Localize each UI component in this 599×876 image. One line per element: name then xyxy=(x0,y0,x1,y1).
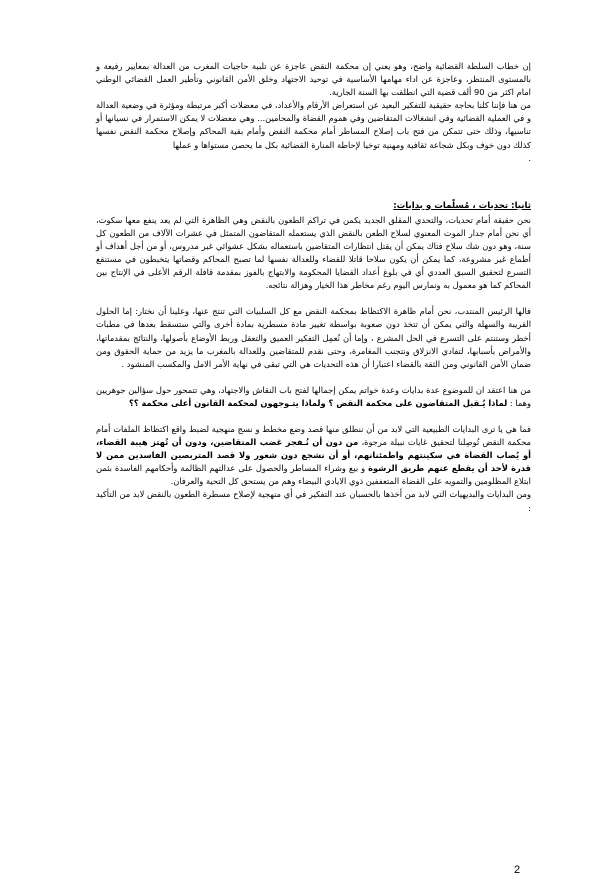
intro-paragraph-1: إن خطاب السلطة القضائية واضح، وهو يعني إن محكمة النقض عاجزة عن تلبية حاجيات المغرب من العدالة بمعايير رفيعة و بالمستوى المنتظر، وعاجزة عن اداء مهامها الأساسية في توحيد الاجتهاد وخلق الأمن القانوني وتأطير العمل القضائي الوطني امام اكثر من 90 ألف قضية التي انطلقت بها السنة الجارية. xyxy=(96,61,531,98)
section-paragraph-2: فالها الرئيس المنتدب، نحن أمام ظاهرة الاكتظاظ بمحكمة النقض مع كل السلبيات التي تنتج عنها، وعلينا أن نختار: إما الحلول القريبة والسهلة والتي يمكن أن تتخذ دون صعوبة بواسطة تغيير مادة مسطرية بمادة أخرى والتي ستسقط بعدها في مطبات أخطر وستنتم على التسرع في الحل المشرع ، وإما أن نُعمِل التفكير العميق والتعقل وربط الأوضاع بأصولها، والنتائج بمقدماتها، والأمراض بأسبابها، لتفادي الانزلاق ونتجنب المغامرة، وحتى نقدم للمتقاضين وللعدالة بالمغرب ما يزيد من حماية الحقوق ومن ضمان الأمن القانوني ومن الثقة بالقضاء اعتبارا أن هذه التحديات هي التي تبقى في نهاية الأمر الامل والمكسب المنشود . xyxy=(96,306,531,369)
paragraph-4-emphasis: من دون أن نُـفجر غضب المتقاضين، ودون أن تُهتز هيبة القضاء، أو يُصاب القضاة في سكينتهم واطمئنانهم، أو أن نشجع دون شعور ولا قصد المتربصين الفاسدين ممن لا قدرة لأحد أن يقطع عنهم طريق الرشوة xyxy=(96,437,531,474)
section-paragraph-4 xyxy=(96,423,531,488)
section-paragraph-5: ومن البدايات والبديهيات التي لابد من أخذها بالحسبان عند التفكير في أي منهجية لإصلاح مسطرة الطعون بالنقض لابد من التأكيد : xyxy=(96,489,531,513)
document-page xyxy=(96,60,531,515)
paragraph-4-end: و بيع وشراء المساطر والحصول على عدالتهم الظالمة وأحكامهم الفاسدة بثمن ابتلاع المظلومين والتمويه على القضاة المتعففين ذوي الايادي البيضاء وهم من يستحق كل التحية والعرفان. xyxy=(96,463,531,487)
page-number: 2 xyxy=(514,864,521,876)
section-paragraph-3 xyxy=(96,384,531,410)
questions-intro: من هنا اعتقد ان للموضوع عدة بدايات وعدة خواتم يمكن إجمالها لفتح باب النقاش والاجتهاد، وهي تتمحور حول سؤالين جوهريين وهما : xyxy=(96,384,531,408)
section-paragraph-1: نحن حقيقة أمام تحديات، والتحدي المقلق الجديد يكمن في تراكم الطعون بالنقض وهي الظاهرة التي لم يعد ينفع معها سكوت، أي نحن أمام جدار الموت المعنوي لسلاح الطعن بالنقض الذي يستعمله المتقاضون المتمثل في عشرات الآلاف من الطعون كل سنة، وهو دون شك سلاح فتاك يمكن أن يقتل انتظارات المتقاضين باستعماله بشكل عشوائي غير مدروس، أو من أجل أهداف أو أطماع غير مشروعة، كما يمكن أن يكون سلاحا قاتلا للقضاء وللعدالة نفسها لما تصبح المحاكم وقضاتها يتخبطون في مستنقع التسرع لتحقيق السبق العددي أي في بلوغ أعداد القضايا المحكومة والابتهاج بالفوز بمقدمة قافلة الرقم الأعلى في الإنتاج بين المحاكم كما هو معمول به ونمارس اليوم رغم مخاطر هذا الخيار وهزالة نتائجه. xyxy=(96,214,531,291)
section-heading: ثانيا: تحديات ، مُسلّمات و بدايات: xyxy=(393,200,531,211)
intro-paragraph-2: من هنا فإننا كلنا بحاجة حقيقية للتفكير البعيد عن استعراض الأرقام والأعداد، في معضلات أكبر مرتبطة ومؤثرة في وضعية العدالة و في العملية القضائية وفي انشغالات المتقاضين وفي هموم القضاة والمحامين... وهي معضلات لا يمكن الاستمرار في نسيانها أو تناسيها، وذلك حتى تتمكن من فتح باب إصلاح المساطر أمام محكمة النقض وأمام بقية المحاكم وإصلاح محكمة النقض نفسها كذلك دون خوف وبكل شجاعة ثقافية ومهنية توخيا لإحاطة المنارة القضائية بكل ما يحصن مستواها و عملها xyxy=(96,100,531,150)
trailing-dot: . xyxy=(528,152,531,163)
paragraph-4-start: فما هي يا ترى البدايات الطبيعية التي لابد من أن ننطلق منها قصد وضع مخطط و نسج منهجية لضبط واقع اكتظاظ الملفات أمام محكمة النقض تُوصِلنا لتحقيق غايات نبيلة مرجوة، xyxy=(96,423,531,448)
key-questions: لماذا يُـقبل المتقاضون على محكمة النقض ؟ ولماذا يتـوجهون لمحكمة القانون أعلى محكمة ؟؟ xyxy=(129,397,508,408)
